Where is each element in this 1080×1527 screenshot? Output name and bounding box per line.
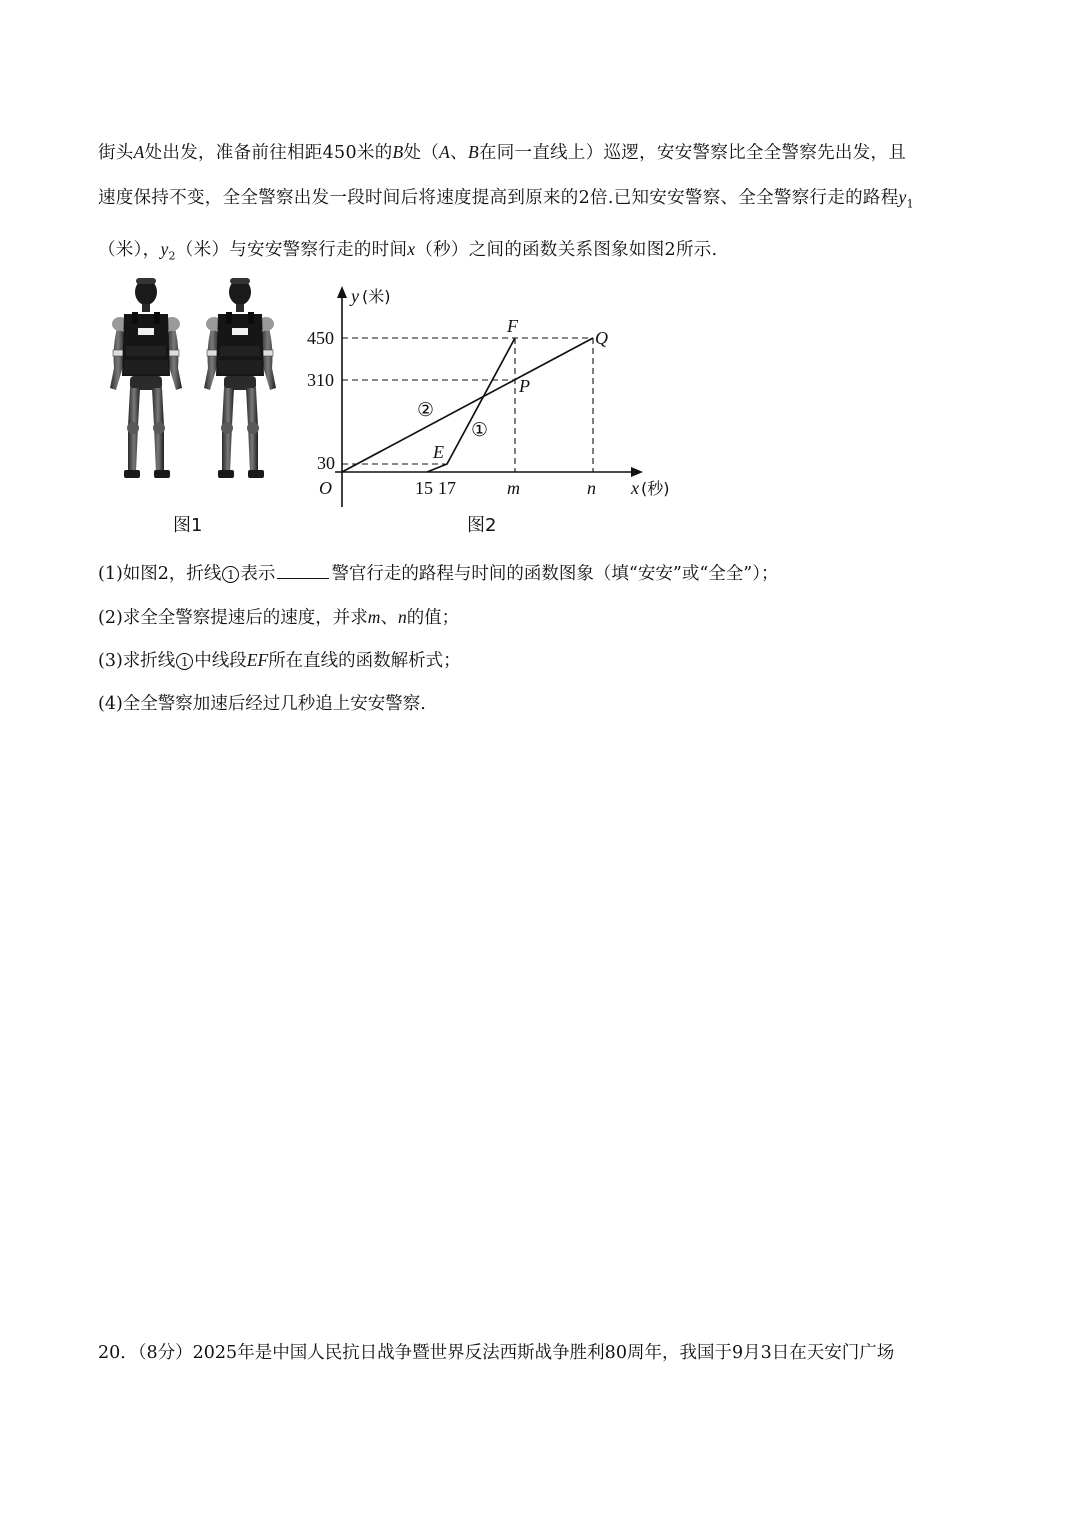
- intro-line-1: 街头A处出发，准备前往相距450米的B处（A、B在同一直线上）巡逻，安安警察比全全警察先出发，且: [98, 142, 907, 163]
- point-E: E: [433, 442, 444, 462]
- y-axis-arrow-icon: [337, 286, 347, 298]
- label-line-two: ②: [417, 399, 435, 421]
- y-tick-30: 30: [317, 453, 335, 473]
- x-axis-unit: (秒): [641, 479, 670, 498]
- robot-right-icon: [204, 278, 276, 478]
- y-tick-310: 310: [307, 370, 334, 390]
- question-1: (1)如图2，折线 1 表示 警官行走的路程与时间的函数图象（填“安安”或“全全”）；: [98, 564, 779, 584]
- x-tick-17: 17: [438, 478, 456, 498]
- question-3: (3)求折线 1 中线段EF所在直线的函数解析式；: [98, 650, 461, 671]
- intro-line-2: 速度保持不变，全全警察出发一段时间后将速度提高到原来的2倍.已知安安警察、全全警察行走的路程$y_1$: [98, 187, 914, 211]
- x-tick-m: m: [507, 478, 520, 498]
- x-axis-label: x: [631, 478, 639, 498]
- y-axis-label: y: [351, 286, 359, 306]
- figure2-caption: 图2: [467, 515, 497, 536]
- circled-one-icon: 1: [222, 566, 239, 583]
- intro-line-3: （米），$y_2$（米）与安安警察行走的时间x（秒）之间的函数关系图象如图2所示.: [98, 238, 718, 262]
- figure1-robots: [96, 272, 296, 502]
- y-tick-450: 450: [307, 328, 334, 348]
- point-P: P: [519, 376, 530, 396]
- intro-paragraph: [98, 130, 998, 278]
- answer-blank[interactable]: [277, 562, 329, 579]
- point-Q: Q: [595, 328, 608, 348]
- x-tick-n: n: [587, 478, 596, 498]
- figure1-caption: 图1: [173, 515, 203, 536]
- circled-one-icon: 1: [176, 653, 193, 670]
- origin-label: O: [319, 478, 332, 498]
- question-4: (4)全全警察加速后经过几秒追上安安警察.: [98, 694, 426, 714]
- point-F: F: [507, 316, 518, 336]
- problem-20: 20．（8分）2025年是中国人民抗日战争暨世界反法西斯战争胜利80周年，我国于9月3日在天安门广场: [98, 1343, 895, 1363]
- line-two: [342, 338, 593, 472]
- figure2-graph: [295, 282, 695, 512]
- y-axis-unit: (米): [362, 287, 391, 306]
- robot-left-icon: [110, 278, 182, 478]
- x-tick-15: 15: [415, 478, 433, 498]
- x-axis-arrow-icon: [631, 467, 643, 477]
- question-2: (2)求全全警察提速后的速度，并求m、n的值；: [98, 607, 460, 628]
- label-line-one: ①: [471, 419, 489, 441]
